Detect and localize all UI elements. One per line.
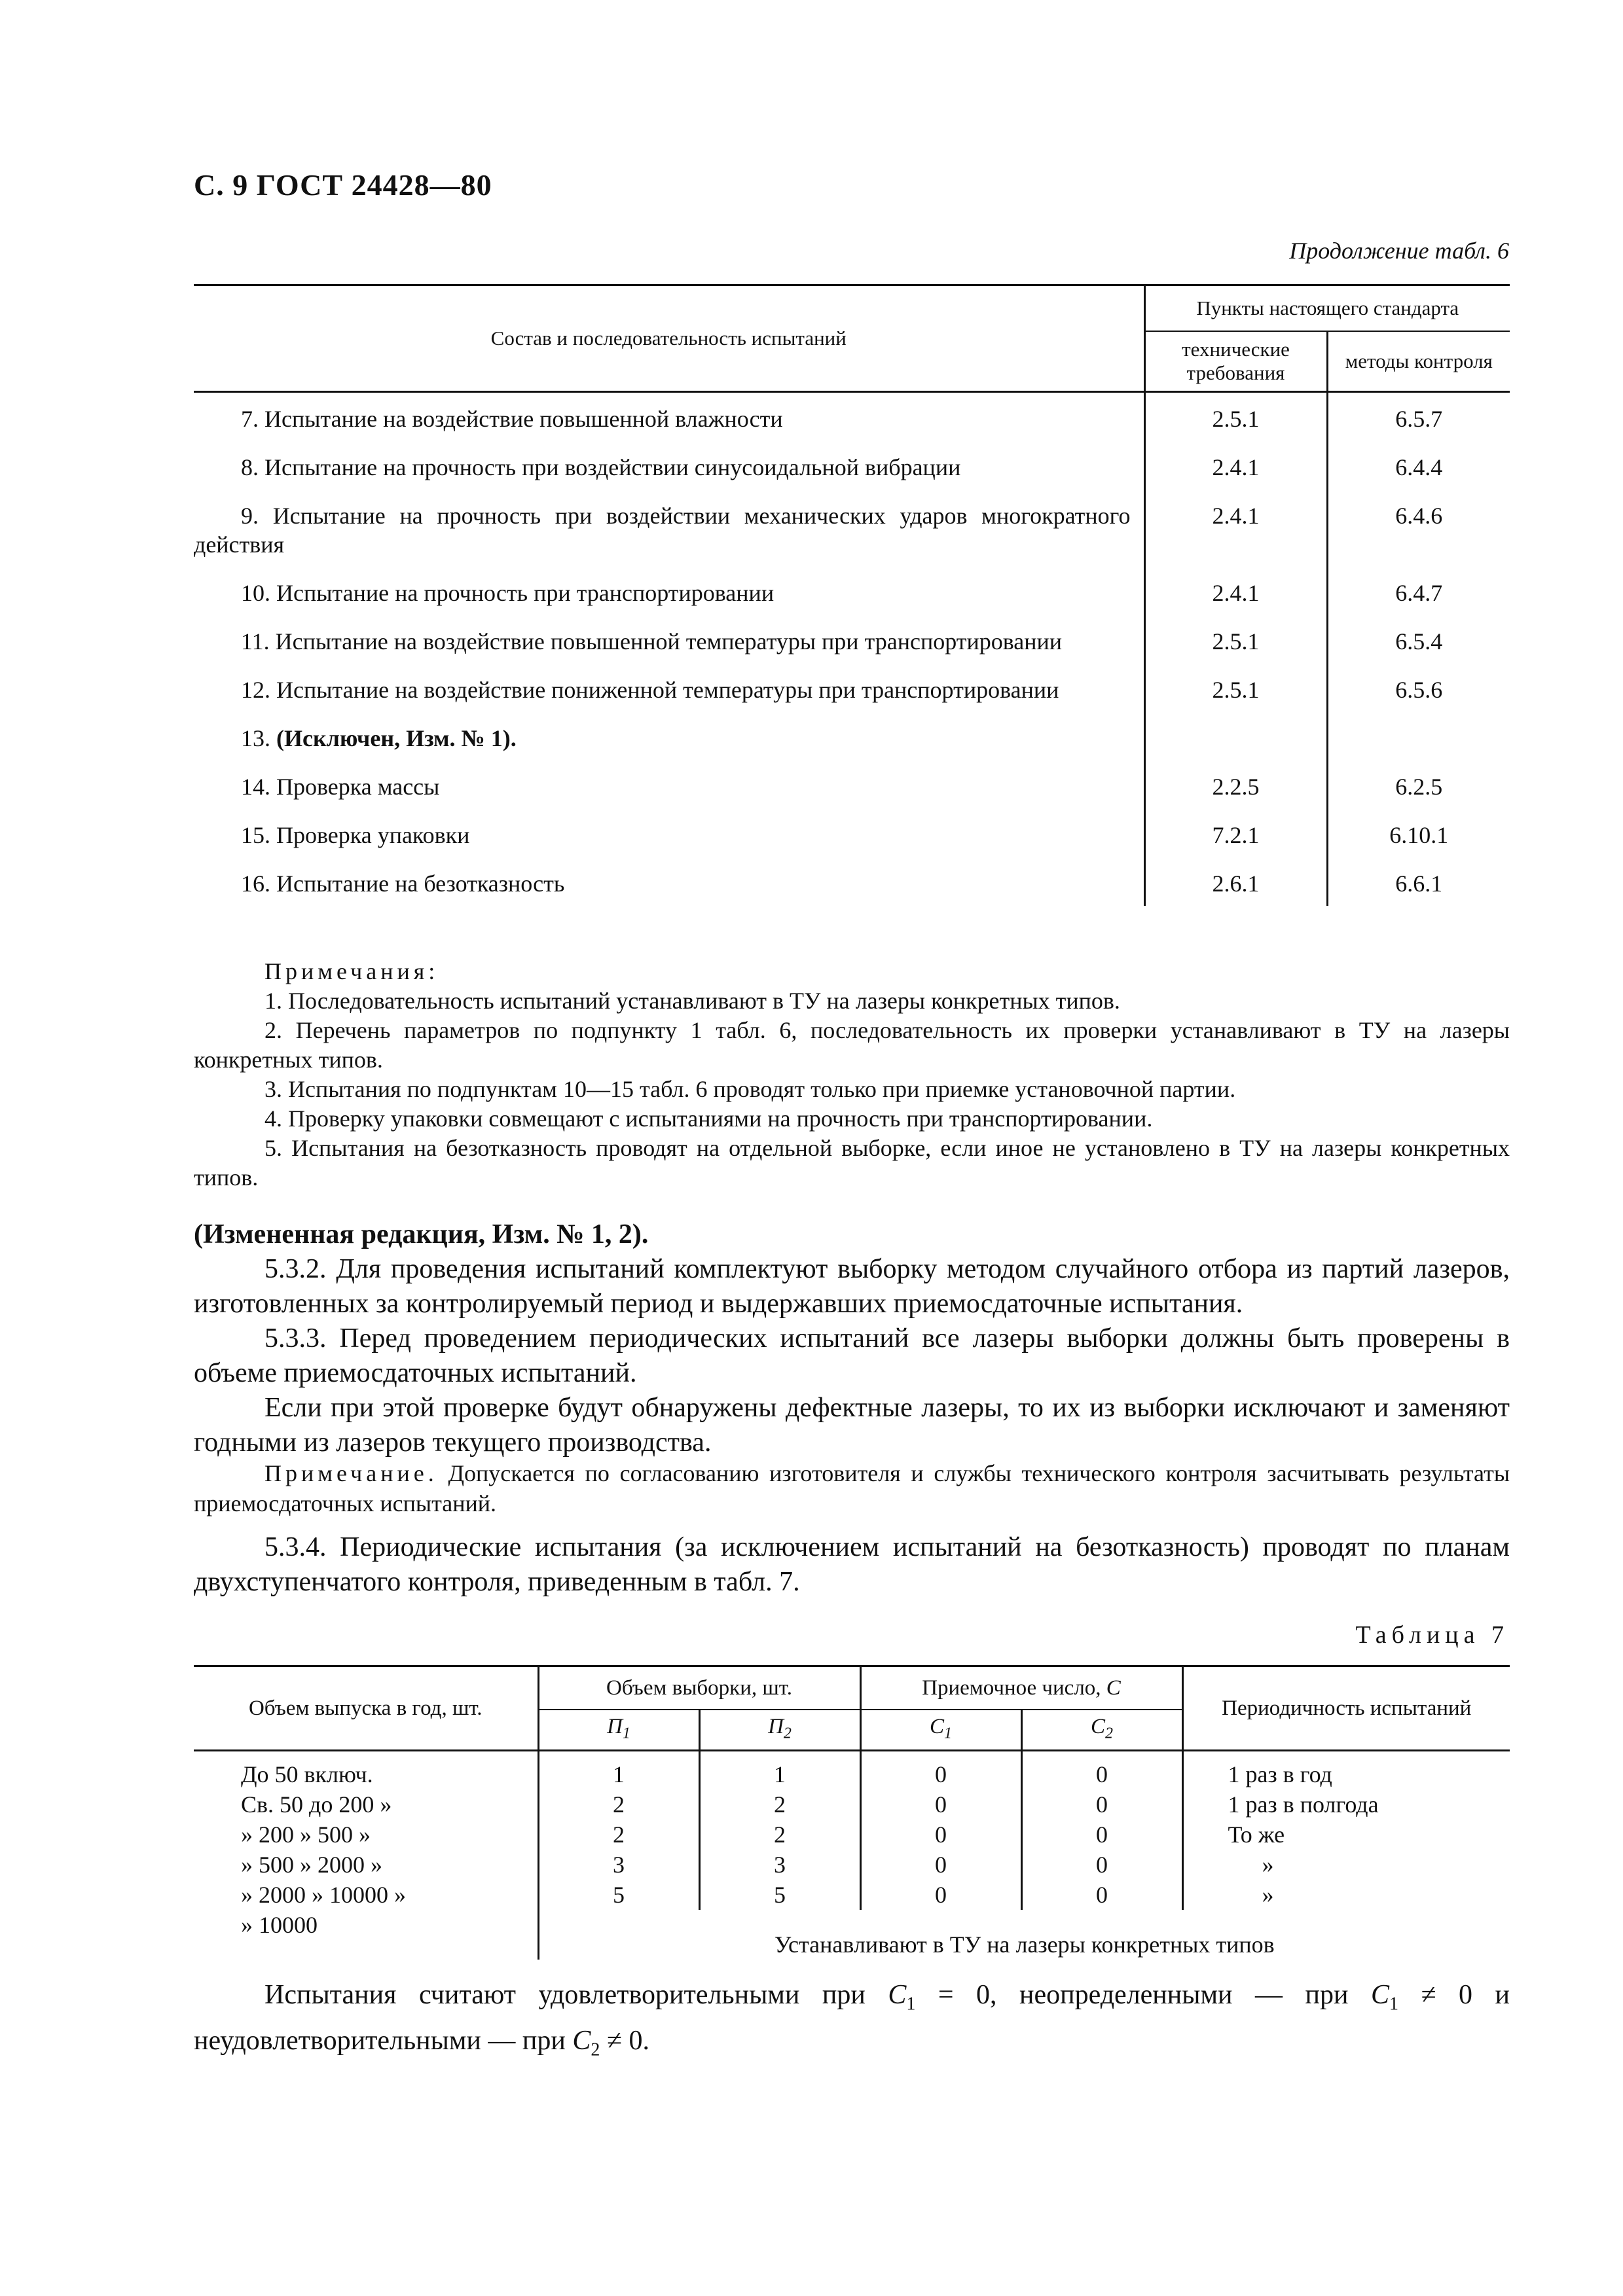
n2-index: 2: [783, 1725, 792, 1742]
table-row: [194, 1880, 1510, 1910]
col-header-periodicity: Периодичность испытаний: [1182, 1666, 1510, 1751]
row-tech: 2.5.1: [1144, 615, 1327, 664]
row-text: Испытание на прочность при воздействии механических ударов многократного действия: [194, 503, 1131, 558]
row-c1: 0: [860, 1820, 1021, 1850]
row-volume: » 200 » 500 »: [194, 1820, 538, 1850]
row-tech: 2.4.1: [1144, 441, 1327, 490]
table-continuation-label: Продолжение табл. 6: [1289, 238, 1509, 264]
table-row: [194, 567, 1510, 615]
col-header-acceptance-number: [860, 1666, 1182, 1710]
col-header-control-methods: методы контроля: [1327, 331, 1510, 392]
row-periodicity: То же: [1228, 1821, 1285, 1848]
final-text-b: = 0, неопределенными — при: [938, 1980, 1349, 2010]
table-row: [194, 1850, 1510, 1880]
row-n2: 3: [699, 1850, 860, 1880]
col-header-c1: [860, 1710, 1021, 1751]
acceptance-label: Приемочное число,: [922, 1676, 1101, 1700]
row-number: 12.: [241, 677, 270, 703]
row-method: [1327, 712, 1510, 761]
row-number: 13.: [241, 725, 270, 751]
table-row: [194, 1910, 1510, 1960]
row-method: 6.10.1: [1389, 822, 1449, 848]
paragraph-5-3-4: 5.3.4. Периодические испытания (за исключением испытаний на безотказность) проводят по планам двухступенчатого контроля, приведенным в табл. 7.: [194, 1532, 1510, 1597]
table-row: [194, 1820, 1510, 1850]
row-periodicity: 1 раз в год: [1228, 1761, 1332, 1787]
row-method: 6.5.7: [1395, 406, 1443, 432]
paragraph-5-3-3: 5.3.3. Перед проведением периодических испытаний все лазеры выборки должны быть проверены в объеме приемосдаточных испытаний.: [194, 1323, 1510, 1388]
table-row: [194, 615, 1510, 664]
row-periodicity: »: [1262, 1852, 1274, 1878]
table-row: [194, 809, 1510, 857]
row-number: 15.: [241, 822, 270, 848]
n1-index: 1: [622, 1725, 630, 1742]
note-label: Примечание.: [264, 1460, 438, 1486]
row-n2: 5: [699, 1880, 860, 1910]
table-row: [194, 392, 1510, 442]
notes-block: [194, 957, 1510, 1193]
row-periodicity: »: [1262, 1882, 1274, 1908]
row-c2: 0: [1021, 1880, 1182, 1910]
row-c2: 0: [1021, 1751, 1182, 1790]
paragraph-5-3-2: 5.3.2. Для проведения испытаний комплектуют выборку методом случайного отбора из партий лазеров, изготовленных за контролируемый период и выдержавших приемосдаточные испытания.: [194, 1254, 1510, 1319]
row-text: Испытание на прочность при транспортировании: [276, 580, 775, 606]
row-text: Проверка упаковки: [276, 822, 470, 848]
table-row: [194, 761, 1510, 809]
col-header-sample-size: Объем выборки, шт.: [538, 1666, 860, 1710]
c1-index: 1: [944, 1725, 952, 1742]
row-periodicity: 1 раз в полгода: [1228, 1791, 1379, 1818]
row-volume: До 50 включ.: [194, 1751, 538, 1790]
row-c2: 0: [1021, 1789, 1182, 1820]
table-row: [194, 712, 1510, 761]
c2-symbol: C: [1090, 1714, 1105, 1738]
c2-index: 2: [1105, 1725, 1113, 1742]
c1-symbol: C: [1370, 1980, 1389, 2010]
row-text: Проверка массы: [276, 774, 440, 800]
row-number: 14.: [241, 774, 270, 800]
row-c2: 0: [1021, 1850, 1182, 1880]
row-n2: 2: [699, 1820, 860, 1850]
row-method: 6.4.4: [1395, 454, 1443, 480]
row-method: 6.5.4: [1395, 628, 1443, 655]
c2-index: 2: [591, 2039, 600, 2060]
c1-index: 1: [906, 1994, 916, 2015]
row-volume: » 2000 » 10000 »: [194, 1880, 538, 1910]
row-c1: 0: [860, 1880, 1021, 1910]
row-n1: 5: [538, 1880, 699, 1910]
row-c1: 0: [860, 1850, 1021, 1880]
row-text: Испытание на воздействие повышенной влажности: [264, 406, 783, 432]
row-number: 11.: [241, 628, 270, 655]
table-6-continuation: [194, 284, 1510, 906]
row-tech: 7.2.1: [1144, 809, 1327, 857]
row-text: Испытание на прочность при воздействии синусоидальной вибрации: [264, 454, 961, 480]
row-volume: Св. 50 до 200 »: [194, 1789, 538, 1820]
col-header-tech-requirements: технические требования: [1144, 331, 1327, 392]
row-volume: » 500 » 2000 »: [194, 1850, 538, 1880]
final-paragraph: [194, 1977, 1510, 2069]
row-n2: 2: [699, 1789, 860, 1820]
row-n1: 3: [538, 1850, 699, 1880]
final-text-a: Испытания считают удовлетворительными при: [264, 1980, 866, 2010]
col-header-n1: [538, 1710, 699, 1751]
amended-edition: (Измененная редакция, Изм. № 1, 2).: [194, 1219, 649, 1249]
row-c1: 0: [860, 1751, 1021, 1790]
row-number: 16.: [241, 870, 270, 897]
row-tech: 2.6.1: [1144, 857, 1327, 906]
row-text: Испытание на воздействие повышенной температуры при транспортировании: [275, 628, 1063, 655]
row-c1: 0: [860, 1789, 1021, 1820]
n2-symbol: П: [768, 1714, 784, 1738]
col-header-n2: [699, 1710, 860, 1751]
col-header-c2: [1021, 1710, 1182, 1751]
row-text: (Исключен, Изм. № 1).: [276, 725, 517, 751]
row-tech: 2.5.1: [1144, 664, 1327, 712]
c1-index: 1: [1389, 1994, 1398, 2015]
table-row: [194, 1789, 1510, 1820]
c1-symbol: C: [888, 1980, 907, 2010]
table-row: [194, 857, 1510, 906]
acceptance-symbol: C: [1106, 1676, 1121, 1700]
row-n2: 1: [699, 1751, 860, 1790]
note-item: 3. Испытания по подпунктам 10—15 табл. 6 проводят только при приемке установочной партии.: [264, 1076, 1236, 1102]
row-number: 9.: [241, 503, 259, 529]
row-number: 7.: [241, 406, 259, 432]
final-text-d: ≠ 0.: [606, 2026, 649, 2056]
c2-symbol: C: [572, 2026, 591, 2056]
paragraph-5-3-4-block: [194, 1530, 1510, 1600]
row-text: Испытание на воздействие пониженной температуры при транспортировании: [276, 677, 1059, 703]
table-row: [194, 1751, 1510, 1790]
row-c2: 0: [1021, 1820, 1182, 1850]
note-item: 1. Последовательность испытаний устанавливают в ТУ на лазеры конкретных типов.: [264, 988, 1120, 1014]
notes-title: Примечания:: [264, 958, 439, 984]
note-item: 5. Испытания на безотказность проводят на отдельной выборке, если иное не установлено в ТУ на лазеры конкретных типов.: [194, 1135, 1510, 1191]
col-header-tests: Состав и последовательность испытаний: [194, 285, 1144, 392]
c1-symbol: C: [929, 1714, 944, 1738]
row-method: 6.5.6: [1395, 677, 1443, 703]
note-text: Допускается по согласованию изготовителя и службы технического контроля засчитывать результаты приемосдаточных испытаний.: [194, 1460, 1510, 1516]
paragraph-5-3-3-cont: Если при этой проверке будут обнаружены дефектные лазеры, то их из выборки исключают и заменяют годными из лазеров текущего производства.: [194, 1393, 1510, 1458]
row-text: Испытание на безотказность: [276, 870, 565, 897]
table-7-label: Таблица 7: [1355, 1621, 1509, 1649]
col-header-output-volume: Объем выпуска в год, шт.: [194, 1666, 538, 1751]
row-method: 6.2.5: [1395, 774, 1443, 800]
page-header: С. 9 ГОСТ 24428—80: [194, 168, 492, 202]
row-tech: 2.4.1: [1144, 567, 1327, 615]
final-text-c: ≠ 0 и неудовлетворительными — при: [194, 1980, 1510, 2056]
body-text: [194, 1217, 1510, 1460]
row-number: 8.: [241, 454, 259, 480]
row-number: 10.: [241, 580, 270, 606]
row-specified-in-tu: Устанавливают в ТУ на лазеры конкретных типов: [774, 1931, 1275, 1958]
table-7: [194, 1665, 1510, 1960]
row-method: 6.6.1: [1395, 870, 1443, 897]
row-tech: 2.4.1: [1144, 490, 1327, 567]
row-n1: 2: [538, 1820, 699, 1850]
row-n1: 1: [538, 1751, 699, 1790]
note-item: 4. Проверку упаковки совмещают с испытаниями на прочность при транспортировании.: [264, 1105, 1153, 1132]
row-n1: 2: [538, 1789, 699, 1820]
row-method: 6.4.7: [1395, 580, 1443, 606]
note-item: 2. Перечень параметров по подпункту 1 табл. 6, последовательность их проверки устанавливают в ТУ на лазеры конкретных типов.: [194, 1017, 1510, 1073]
n1-symbol: П: [607, 1714, 623, 1738]
row-tech: 2.5.1: [1144, 392, 1327, 442]
table-row: [194, 664, 1510, 712]
col-header-standard-items: Пункты настоящего стандарта: [1144, 285, 1510, 332]
note-block: [194, 1458, 1510, 1518]
row-method: 6.4.6: [1395, 503, 1443, 529]
row-tech: [1144, 712, 1327, 761]
row-tech: 2.2.5: [1144, 761, 1327, 809]
table-row: [194, 490, 1510, 567]
table-row: [194, 441, 1510, 490]
row-volume: » 10000: [194, 1910, 538, 1960]
